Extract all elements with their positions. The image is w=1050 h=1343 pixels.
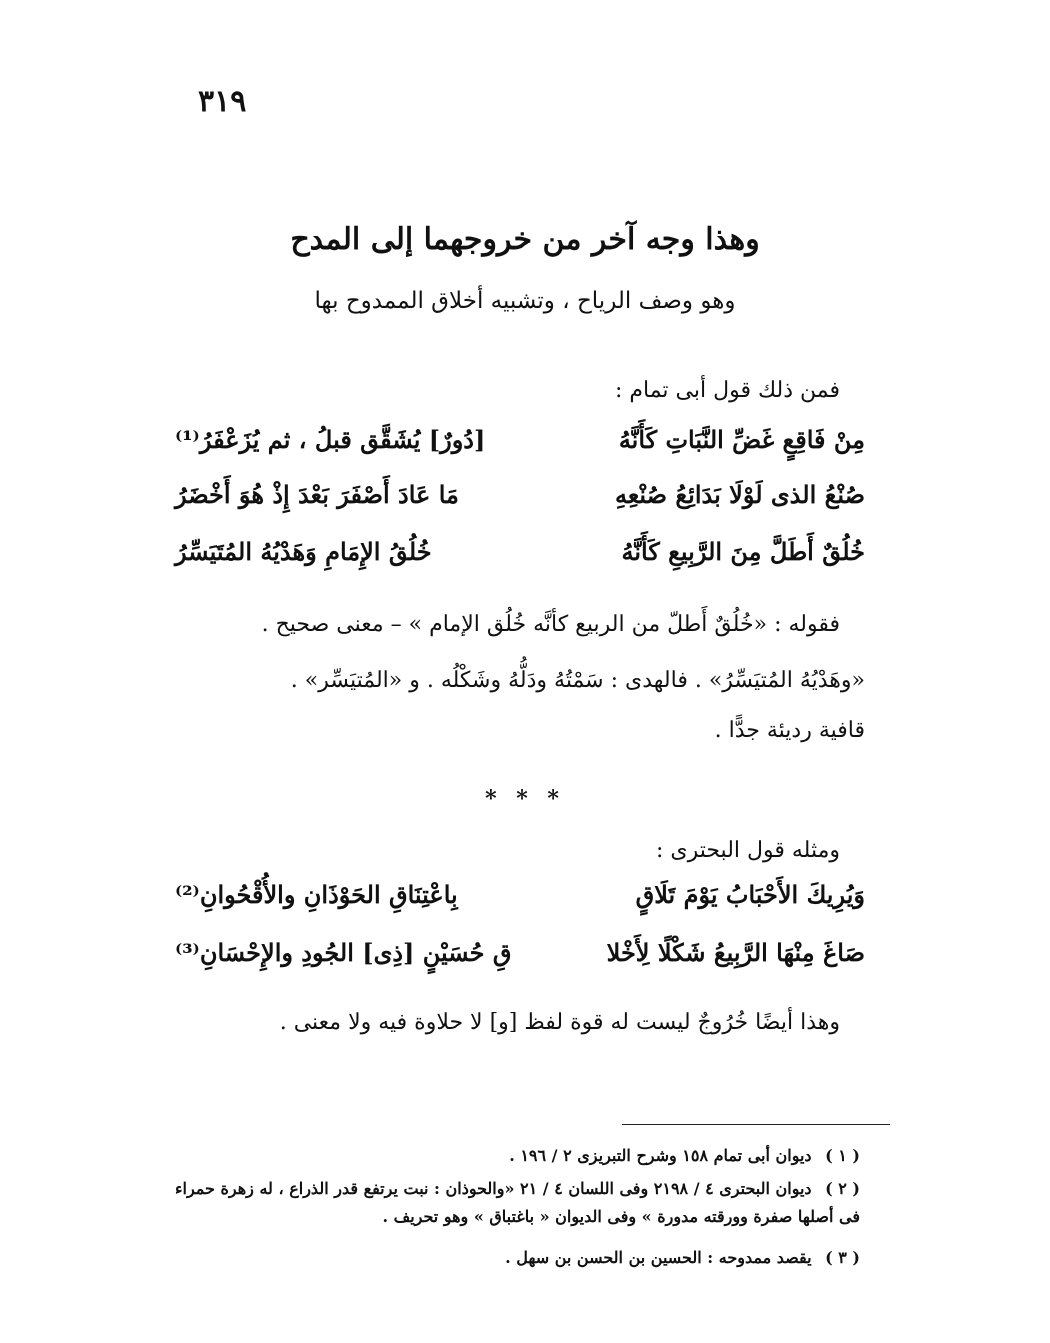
footnote-1 [160,1142,860,1170]
footnote-rule [622,1124,890,1125]
chapter-subtitle: وهو وصف الرياح ، وتشبيه أخلاق الممدوح بها [314,288,736,314]
section1-intro: فمن ذلك قول أبى تمام : [614,378,840,403]
footnote-text: ديوان أبى تمام ١٥٨ وشرح التبريزى ٢ / ١٩٦ . [509,1146,812,1165]
verse-line [175,938,865,978]
section2-intro: ومثله قول البحترى : [655,838,840,863]
footnote-3 [160,1244,860,1272]
verse-second-hemistich: مَا عَادَ أَصْفَرَ بَعْدَ إِذْ هُوَ أَخْضَرُ [175,480,459,509]
verse-line [175,480,865,520]
verse-line [175,537,865,577]
chapter-title: وهذا وجه آخر من خروجهما إلى المدح [290,222,760,257]
footnote-marker: ( ١ ) [825,1146,860,1165]
verse-line [175,880,865,920]
commentary-line: وهذا أيضًا خُرُوجٌ ليست له قوة لفظ [و] لا حلاوة فيه ولا معنى . [279,1010,840,1035]
footnote-text: ديوان البحترى ٤ / ٢١٩٨ وفى اللسان ٤ / ٢١ «والحوذان : نبت يرتفع قدر الذراع ، له زهرة حمراء فى أصلها صفرة وورقته مدورة » وفى الديوان « باغتباق » وهو تحريف . [175,1179,860,1226]
verse-second-hemistich: قِ حُسَيْنٍ [ذِى] الجُودِ والإِحْسَانِ⁽³⁾ [175,938,512,967]
verse-first-hemistich: مِنْ فَاقِعٍ غَضِّ النَّبَاتِ كَأَنَّهُ [618,425,865,454]
footnote-marker: ( ٣ ) [825,1248,860,1267]
verse-first-hemistich: وَيُرِيكَ الأَحْبَابُ يَوْمَ تَلَاقٍ [635,880,865,909]
page-number: ٣١٩ [198,84,247,119]
footnote-2 [160,1175,860,1231]
verse-first-hemistich: صَاغَ مِنْهَا الرَّبِيعُ شَكْلًا لِأَخْلا [606,938,865,967]
commentary-line: فقوله : «خُلُقٌ أَطلّ من الربيع كأنَّه خُلُق الإمام » – معنى صحيح . [261,612,840,637]
footnote-text: يقصد ممدوحه : الحسين بن الحسن بن سهل . [505,1248,812,1267]
verse-second-hemistich: [دُورٌ] يُشَقَّق قبلُ ، ثم يُزَعْفَرُ⁽¹⁾ [175,425,486,454]
verse-line [175,425,865,465]
footnote-marker: ( ٢ ) [825,1179,860,1198]
verse-first-hemistich: خُلُقٌ أَطَلَّ مِنَ الرَّبِيعِ كَأَنَّهُ [621,537,865,566]
section-separator: * * * [485,786,565,812]
verse-second-hemistich: بِاعْتِنَاقِ الحَوْذَانِ والأُقْحُوانِ⁽²⁾ [175,880,458,909]
verse-second-hemistich: خُلُقُ الإِمَامِ وَهَدْيُهُ المُتَيَسِّرُ [175,537,432,566]
commentary-line: «وهَدْيُهُ المُتيَسِّرُ» . فالهدى : سَمْتُهُ ودَلُّهُ وشَكْلُه . و «المُتيَسِّر» . [290,668,865,693]
commentary-line: قافية رديئة جدًّا . [714,718,865,743]
verse-first-hemistich: صُنْعُ الذى لَوْلَا بَدَائِعُ صُنْعِهِ [614,480,865,509]
